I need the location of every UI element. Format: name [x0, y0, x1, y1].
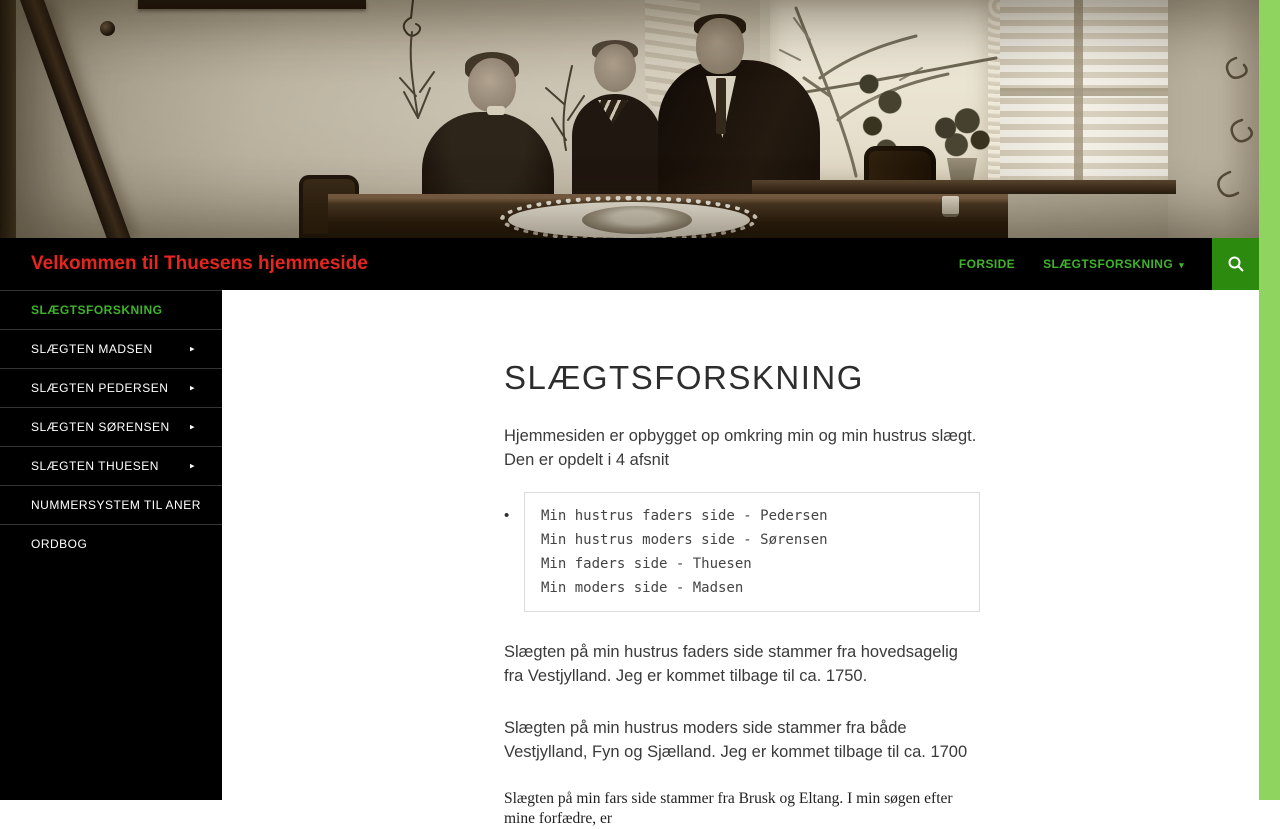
- submenu-arrow-icon: ▸: [189, 343, 195, 354]
- nav-item-slaegtsforskning[interactable]: [1043, 257, 1184, 271]
- sidebar-item-nummersystem-til-aner[interactable]: NUMMERSYSTEM TIL ANER: [0, 485, 222, 524]
- sidebar-item-slaegten-thuesen[interactable]: [0, 446, 222, 485]
- submenu-arrow-icon: ▸: [189, 460, 195, 471]
- partial-paragraph: Slægten på min fars side stammer fra Brusk og Eltang. I min søgen efter mine forfædre, er: [504, 790, 953, 827]
- top-navbar: [0, 238, 1259, 290]
- photo-person-man-head: [696, 18, 744, 74]
- code-line: Min faders side - Thuesen: [541, 556, 752, 572]
- code-list-item: [504, 492, 980, 612]
- page-background-strip: [1259, 0, 1280, 800]
- sidebar-item-slaegtsforskning[interactable]: SLÆGTSFORSKNING: [0, 290, 222, 329]
- header-image: [0, 0, 1259, 238]
- sidebar-item-label: SLÆGTEN SØRENSEN: [31, 420, 170, 434]
- body-paragraph: Slægten på min hustrus faders side stammer fra hovedsagelig fra Vestjylland. Jeg er kommet tilbage til ca. 1750.: [504, 643, 958, 685]
- sidebar-item-ordbog[interactable]: ORDBOG: [0, 524, 222, 563]
- sidebar-menu: [0, 290, 222, 800]
- search-button[interactable]: [1212, 238, 1259, 290]
- article: [504, 290, 980, 829]
- photo-person-woman-collar: [487, 106, 505, 115]
- photo-cup: [942, 196, 959, 217]
- photo-person-woman-head: [468, 58, 516, 112]
- photo-window-sill: [752, 180, 1176, 194]
- code-block: [524, 492, 980, 612]
- nav-menu: [959, 238, 1259, 290]
- code-line: Min hustrus moders side - Sørensen: [541, 532, 828, 548]
- body-paragraph: Slægten på min hustrus moders side stammer fra både Vestjylland, Fyn og Sjælland. Jeg er kommet tilbage til ca. 1700: [504, 719, 968, 761]
- code-line: Min hustrus faders side - Pedersen: [541, 508, 828, 524]
- nav-item-forside[interactable]: FORSIDE: [958, 257, 1016, 271]
- main-content: [222, 290, 1259, 827]
- photo-person-man-tie: [716, 78, 726, 134]
- list-bullet: •: [504, 507, 510, 524]
- chevron-down-icon: ▾: [1179, 260, 1184, 270]
- photo-person-boy-head: [594, 44, 636, 92]
- intro-paragraph: Hjemmesiden er opbygget op omkring min og min hustrus slægt. Den er opdelt i 4 afsnit: [504, 427, 977, 469]
- sidebar-item-slaegten-pedersen[interactable]: [0, 368, 222, 407]
- sidebar-item-label: SLÆGTEN PEDERSEN: [31, 381, 169, 395]
- page-title: SLÆGTSFORSKNING: [504, 359, 864, 396]
- sidebar-item-label: SLÆGTEN MADSEN: [31, 342, 153, 356]
- site-title-link[interactable]: Velkommen til Thuesens hjemmeside: [31, 253, 368, 274]
- nav-item-label: SLÆGTSFORSKNING: [1043, 257, 1174, 271]
- photo-plate: [582, 206, 692, 234]
- sidebar-item-slaegten-madsen[interactable]: [0, 329, 222, 368]
- search-icon: [1226, 254, 1246, 274]
- sidebar-item-label: SLÆGTEN THUESEN: [31, 459, 159, 473]
- submenu-arrow-icon: ▸: [189, 382, 195, 393]
- sidebar-item-slaegten-sorensen[interactable]: [0, 407, 222, 446]
- submenu-arrow-icon: ▸: [189, 421, 195, 432]
- code-line: Min moders side - Madsen: [541, 580, 744, 596]
